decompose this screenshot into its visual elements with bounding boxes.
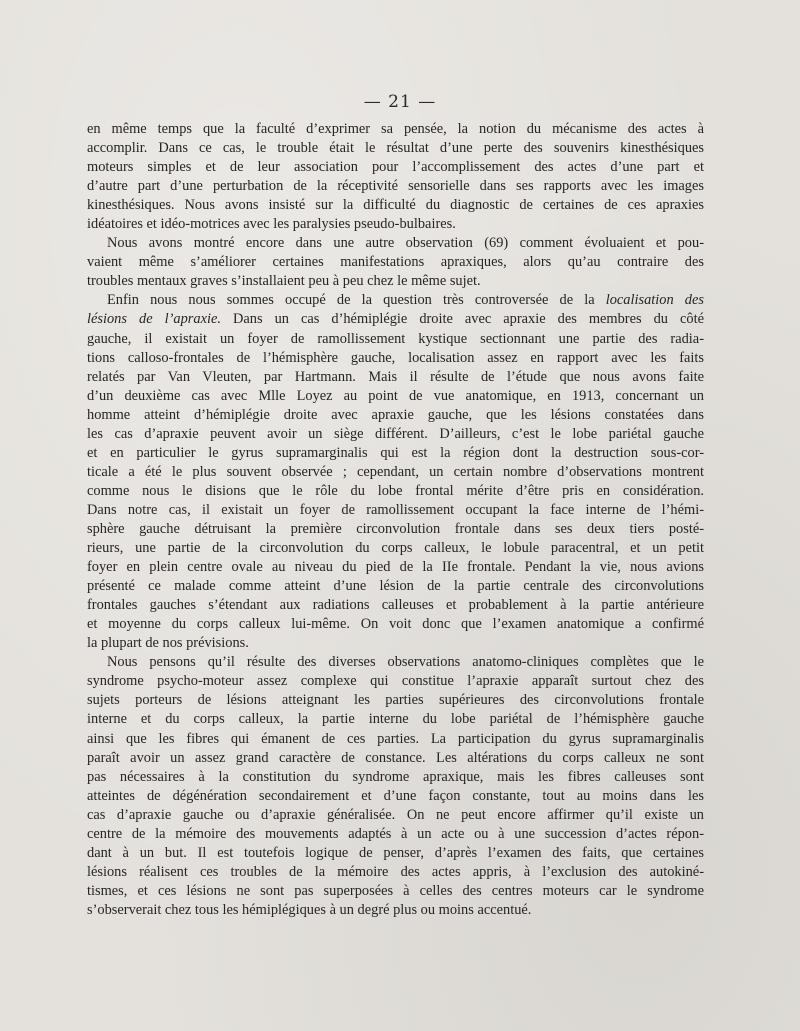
- text-line-content: centre de la mémoire des mouvements adaptés à un acte ou à une succession d’actes répon-: [87, 825, 704, 842]
- text-line: [87, 215, 704, 234]
- body-text: [87, 120, 704, 920]
- text-line-content: homme atteint d’hémiplégie droite avec apraxie gauche, que les lésions constatées dans: [87, 406, 704, 423]
- text-line-content: paraît avoir un assez grand caractère de constance. Les altérations du corps calleux ne sont: [87, 749, 704, 766]
- text-line-content: sujets porteurs de lésions atteignant les parties supérieures des circonvolutions frontale: [87, 692, 704, 709]
- text-line-content: et moyenne du corps calleux lui-même. On voit donc que l’examen anatomique a confirmé: [87, 616, 704, 633]
- text-line-content: relatés par Van Vleuten, par Hartmann. Mais il résulte de l’étude que nous avons faite: [87, 368, 704, 385]
- text-line-continuation: Dans un cas d’hémiplégie droite avec apraxie des membres du côté: [220, 311, 704, 328]
- text-line: [87, 749, 704, 768]
- text-line-content: s’observerait chez tous les hémiplégiques à un degré plus ou moins accentué.: [87, 901, 532, 918]
- text-line: [87, 768, 704, 787]
- text-line: [87, 368, 704, 387]
- text-line: [87, 634, 704, 653]
- italic-phrase: localisation des: [605, 292, 704, 309]
- text-line: [87, 291, 704, 310]
- text-line-content: moteurs simples et de leur association pour l’accomplissement des actes d’une part et: [87, 159, 704, 176]
- text-line: [87, 349, 704, 368]
- text-line-content: ainsi que les fibres qui émanent de ces parties. La participation du gyrus supramarginalis: [87, 730, 704, 747]
- text-line-content: lésions réalisent ces troubles de la mémoire des actes appris, à l’exclusion des autokiné-: [87, 863, 704, 880]
- text-line-content: dant à un but. Il est toutefois logique de penser, d’après l’examen des faits, que certaines: [87, 844, 704, 861]
- text-line: [87, 158, 704, 177]
- text-line: [87, 234, 704, 253]
- text-line: [87, 558, 704, 577]
- text-line-content: tismes, et ces lésions ne sont pas superposées à celles des centres moteurs car le syndrome: [87, 882, 704, 899]
- text-line: [87, 787, 704, 806]
- text-line: [87, 406, 704, 425]
- text-line-content: frontales gauches s’étendant aux radiations calleuses et probablement à la partie antérieure: [87, 597, 704, 614]
- text-line-content: sphère gauche détruisant la première circonvolution frontale dans ses deux tiers posté-: [87, 520, 704, 537]
- text-line: [87, 463, 704, 482]
- text-line: [87, 653, 704, 672]
- text-line: [87, 577, 704, 596]
- text-line-content: accomplir. Dans ce cas, le trouble était le résultat d’une perte des souvenirs kinesthésiques: [87, 140, 704, 157]
- text-line-content: troubles mentaux graves s’installaient peu à peu chez le même sujet.: [87, 273, 481, 290]
- text-line: [87, 272, 704, 291]
- text-line-content: ticale a été le plus souvent observée ; cependant, un certain nombre d’observations montrent: [87, 463, 704, 480]
- text-line-content: Enfin nous nous sommes occupé de la question très controversée de la: [107, 292, 606, 309]
- text-line: [87, 387, 704, 406]
- text-line: [87, 482, 704, 501]
- text-line: [87, 425, 704, 444]
- text-line-content: interne et du corps calleux, la partie interne du lobe pariétal de l’hémisphère gauche: [87, 711, 704, 728]
- text-line: [87, 863, 704, 882]
- text-line-content: d’un deuxième cas avec Mlle Loyez au point de vue anatomique, en 1913, concernant un: [87, 387, 704, 404]
- text-line-content: vaient même s’améliorer certaines manifestations apraxiques, alors qu’au contraire des: [87, 254, 704, 271]
- text-line: [87, 882, 704, 901]
- text-line: [87, 806, 704, 825]
- text-line: [87, 615, 704, 634]
- text-line: [87, 444, 704, 463]
- text-line-content: Nous pensons qu’il résulte des diverses observations anatomo-cliniques complètes que le: [107, 654, 704, 671]
- text-line-content: les cas d’apraxie peuvent avoir un siège différent. D’ailleurs, c’est le lobe pariétal gauche: [87, 425, 704, 442]
- text-line-content: en même temps que la faculté d’exprimer sa pensée, la notion du mécanisme des actes à: [87, 121, 704, 137]
- text-line-content: tions calloso-frontales de l’hémisphère gauche, localisation assez en rapport avec les faits: [87, 349, 704, 366]
- text-line-content: atteintes de dégénération secondairement et d’une façon constante, tout au moins dans les: [87, 787, 704, 804]
- text-line: [87, 520, 704, 539]
- text-line-content: cas d’apraxie gauche ou d’apraxie généralisée. On ne peut encore affirmer qu’il existe un: [87, 806, 704, 823]
- text-line-content: et en particulier le gyrus supramarginalis qui est la région dont la destruction sous-cor-: [87, 444, 704, 461]
- text-line: [87, 120, 704, 139]
- text-line: [87, 596, 704, 615]
- text-line: [87, 825, 704, 844]
- text-line: [87, 253, 704, 272]
- text-line: [87, 196, 704, 215]
- text-line-content: Dans notre cas, il existait un foyer de ramollissement occupant la face interne de l’hémi-: [87, 501, 704, 518]
- text-line-content: rieurs, une partie de la circonvolution du corps calleux, le lobule paracentral, et un petit: [87, 540, 704, 557]
- text-line-content: foyer en plein centre ovale au niveau du pied de la IIe frontale. Pendant la vie, nous avions: [87, 559, 704, 576]
- text-line-content: la plupart de nos prévisions.: [87, 635, 249, 652]
- text-line: [87, 901, 704, 920]
- text-line: [87, 844, 704, 863]
- text-line-content: gauche, il existait un foyer de ramollissement kystique sectionnant une partie des radia-: [87, 330, 704, 347]
- text-line: [87, 730, 704, 749]
- text-line: [87, 330, 704, 349]
- text-line-content: pas nécessaires à la constitution du syndrome apraxique, mais les fibres calleuses sont: [87, 768, 704, 785]
- text-line: [87, 691, 704, 710]
- text-line-content: d’autre part d’une perturbation de la réceptivité sensorielle dans ses rapports avec les images: [87, 178, 704, 195]
- text-line-content: présenté ce malade comme atteint d’une lésion de la partie centrale des circonvolutions: [87, 578, 704, 595]
- text-line-content: idéatoires et idéo-motrices avec les paralysies pseudo-bulbaires.: [87, 216, 456, 233]
- text-line: [87, 539, 704, 558]
- text-line: [87, 177, 704, 196]
- text-line: [87, 310, 704, 329]
- text-line: [87, 672, 704, 691]
- page-number: — 21 —: [363, 92, 437, 112]
- text-line-content: Nous avons montré encore dans une autre observation (69) comment évoluaient et pou-: [107, 235, 704, 252]
- italic-phrase: lésions de l’apraxie.: [87, 311, 221, 328]
- text-line: [87, 501, 704, 520]
- text-line-content: comme nous le disions que le rôle du lobe frontal mérite d’être pris en considération.: [87, 482, 704, 499]
- text-line: [87, 710, 704, 729]
- text-line-content: kinesthésiques. Nous avons insisté sur la difficulté du diagnostic de certaines de ces apraxies: [87, 197, 704, 214]
- text-line-content: syndrome psycho-moteur assez complexe qui constitue l’apraxie apparaît surtout chez des: [87, 673, 704, 690]
- text-line: [87, 139, 704, 158]
